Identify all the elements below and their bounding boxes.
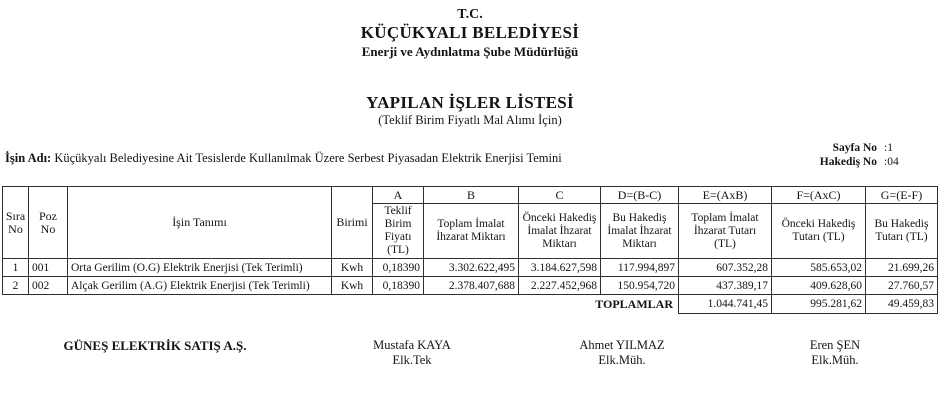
totals-previous-amount: 995.281,62 <box>772 295 866 314</box>
cell-previous-amount: 409.628,60 <box>772 277 866 295</box>
cell-sira-no: 1 <box>3 259 29 277</box>
col-letter-g: G=(E-F) <box>866 187 938 204</box>
cell-total-quantity: 2.378.407,688 <box>424 277 519 295</box>
col-header-current-quantity: Bu Hakediş İmalat İhzarat Miktarı <box>601 204 679 259</box>
cell-current-quantity: 117.994,897 <box>601 259 679 277</box>
cell-unit-price: 0,18390 <box>373 277 424 295</box>
col-header-total-quantity: Toplam İmalat İhzarat Miktarı <box>424 204 519 259</box>
signature-person <box>332 338 492 368</box>
letterhead-department: Enerji ve Aydınlatma Şube Müdürlüğü <box>361 44 579 59</box>
job-name-line <box>5 151 562 166</box>
signature-title: Elk.Müh. <box>598 353 646 367</box>
page-no-value: :1 <box>884 142 893 154</box>
signature-name: Mustafa KAYA <box>373 338 451 352</box>
cell-current-amount: 21.699,26 <box>866 259 938 277</box>
job-name-label: İşin Adı: <box>5 151 52 165</box>
totals-label: TOPLAMLAR <box>595 296 673 311</box>
cell-total-amount: 437.389,17 <box>679 277 772 295</box>
works-table <box>2 186 938 314</box>
col-header-previous-quantity: Önceki Hakediş İmalat İhzarat Miktarı <box>519 204 601 259</box>
col-letter-a: A <box>373 187 424 204</box>
document-title: YAPILAN İŞLER LİSTESİ <box>366 93 574 112</box>
col-header-poz-no: Poz No <box>29 187 68 259</box>
page-no-label: Sayfa No <box>832 142 877 154</box>
totals-total-amount: 1.044.741,45 <box>679 295 772 314</box>
cell-unit-price: 0,18390 <box>373 259 424 277</box>
cell-sira-no: 2 <box>3 277 29 295</box>
cell-isin-tanimi: Orta Gerilim (O.G) Elektrik Enerjisi (Tek Terimli) <box>68 259 332 277</box>
signature-title: Elk.Tek <box>392 353 432 367</box>
col-letter-c: C <box>519 187 601 204</box>
progress-no-row <box>760 156 935 169</box>
table-row <box>3 277 938 295</box>
col-letter-d: D=(B-C) <box>601 187 679 204</box>
col-letter-e: E=(AxB) <box>679 187 772 204</box>
totals-current-amount: 49.459,83 <box>866 295 938 314</box>
col-header-current-amount: Bu Hakediş Tutarı (TL) <box>866 204 938 259</box>
cell-current-amount: 27.760,57 <box>866 277 938 295</box>
progress-no-label: Hakediş No <box>819 156 877 168</box>
signature-person <box>755 338 915 368</box>
col-header-previous-amount: Önceki Hakediş Tutarı (TL) <box>772 204 866 259</box>
signature-person <box>542 338 702 368</box>
cell-poz-no: 001 <box>29 259 68 277</box>
col-letter-f: F=(AxC) <box>772 187 866 204</box>
totals-row <box>3 295 938 314</box>
page-no-row <box>760 142 935 155</box>
cell-poz-no: 002 <box>29 277 68 295</box>
signature-company: GÜNEŞ ELEKTRİK SATIŞ A.Ş. <box>63 338 247 353</box>
table-row <box>3 259 938 277</box>
cell-birimi: Kwh <box>332 259 373 277</box>
col-header-unit-price: Teklif Birim Fiyatı (TL) <box>373 204 424 259</box>
letterhead-state: T.C. <box>457 7 483 22</box>
col-header-isin-tanimi: İşin Tanımı <box>68 187 332 259</box>
col-letter-b: B <box>424 187 519 204</box>
progress-no-value: :04 <box>884 156 899 168</box>
cell-isin-tanimi: Alçak Gerilim (A.G) Elektrik Enerjisi (Tek Terimli) <box>68 277 332 295</box>
signature-name: Ahmet YILMAZ <box>579 338 665 352</box>
cell-previous-amount: 585.653,02 <box>772 259 866 277</box>
cell-birimi: Kwh <box>332 277 373 295</box>
signature-name: Eren ŞEN <box>809 338 861 352</box>
signature-title: Elk.Müh. <box>811 353 859 367</box>
cell-previous-quantity: 2.227.452,968 <box>519 277 601 295</box>
job-name-value: Küçükyalı Belediyesine Ait Tesislerde Kullanılmak Üzere Serbest Piyasadan Elektrik Enerjisi Temini <box>51 151 562 165</box>
cell-total-amount: 607.352,28 <box>679 259 772 277</box>
col-header-sira-no: Sıra No <box>3 187 29 259</box>
col-header-birimi: Birimi <box>332 187 373 259</box>
col-header-total-amount: Toplam İmalat İhzarat Tutarı (TL) <box>679 204 772 259</box>
document-subtitle: (Teklif Birim Fiyatlı Mal Alımı İçin) <box>378 113 562 127</box>
letterhead-municipality: KÜÇÜKYALI BELEDİYESİ <box>360 23 580 42</box>
cell-current-quantity: 150.954,720 <box>601 277 679 295</box>
cell-previous-quantity: 3.184.627,598 <box>519 259 601 277</box>
cell-total-quantity: 3.302.622,495 <box>424 259 519 277</box>
